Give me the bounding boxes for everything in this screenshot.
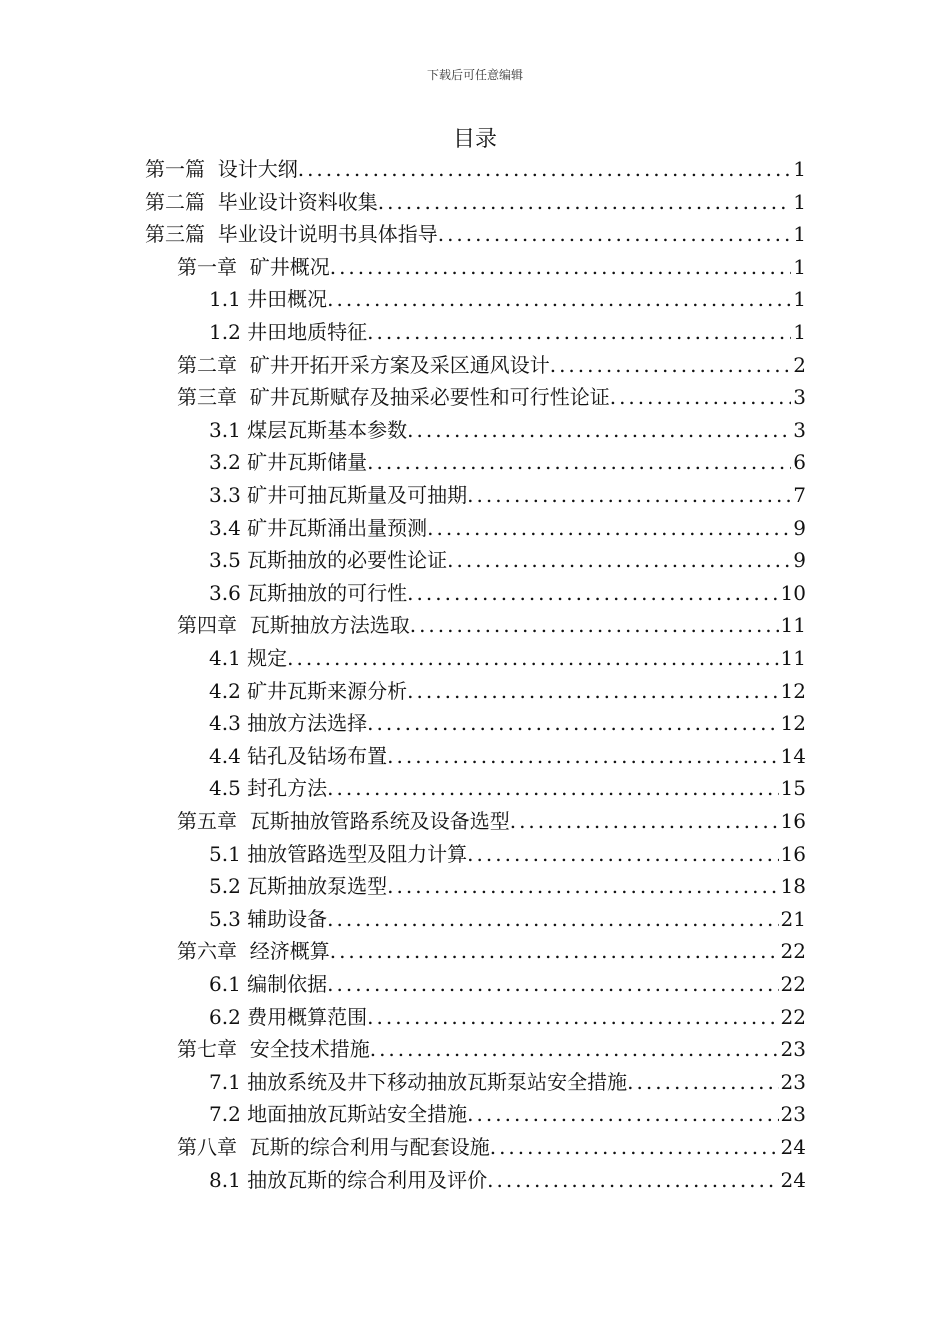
toc-entry-text: 4.3 抽放方法选择 xyxy=(209,711,368,736)
toc-page-number: 24 xyxy=(780,1167,806,1192)
toc-entry-text: 第八章 瓦斯的综合利用与配套设施 xyxy=(177,1135,490,1159)
dot-leader xyxy=(367,318,791,346)
toc-page-number: 10 xyxy=(780,580,806,605)
dot-leader xyxy=(487,1166,778,1194)
dot-leader xyxy=(287,644,778,672)
dot-leader xyxy=(378,188,792,216)
toc-entry[interactable] xyxy=(209,675,806,705)
dot-leader xyxy=(550,351,792,379)
dot-leader xyxy=(438,220,792,248)
toc-title: 目录 xyxy=(452,127,497,152)
toc-entry-text: 4.2 矿井瓦斯来源分析 xyxy=(209,678,408,703)
dot-leader xyxy=(327,774,778,802)
dot-leader xyxy=(627,1068,778,1096)
toc-entry-text: 第一章 矿井概况 xyxy=(177,254,330,279)
toc-entry[interactable] xyxy=(145,186,806,216)
dot-leader xyxy=(367,709,778,737)
toc-entry-text: 第三篇 毕业设计说明书具体指导 xyxy=(145,222,438,247)
toc-page-number: 16 xyxy=(780,841,806,866)
toc-entry[interactable] xyxy=(177,251,806,281)
toc-entry-text: 6.1 编制依据 xyxy=(209,972,328,996)
toc-entry[interactable] xyxy=(209,283,806,313)
dot-leader xyxy=(467,1100,778,1128)
dot-leader xyxy=(407,677,778,705)
toc-page-number: 6 xyxy=(793,450,806,475)
toc-entry[interactable] xyxy=(209,1066,806,1096)
dot-leader xyxy=(447,546,791,574)
dot-leader xyxy=(410,611,779,639)
dot-leader xyxy=(330,937,779,965)
toc-page-number: 22 xyxy=(780,1004,806,1029)
toc-page-number: 1 xyxy=(793,222,806,247)
toc-entry[interactable] xyxy=(209,1001,806,1031)
toc-entry-text: 3.2 矿井瓦斯储量 xyxy=(209,450,368,475)
toc-entry-text: 1.2 井田地质特征 xyxy=(209,320,368,344)
toc-page-number: 23 xyxy=(780,1069,806,1094)
toc-page-number: 1 xyxy=(793,157,806,181)
toc-page-number: 15 xyxy=(780,776,806,801)
toc-page-number: 1 xyxy=(793,320,806,344)
toc-entry[interactable] xyxy=(209,544,806,574)
toc-entry-text: 第四章 瓦斯抽放方法选取 xyxy=(177,613,410,638)
toc-page-number: 1 xyxy=(793,189,806,214)
toc-entry[interactable] xyxy=(177,609,806,639)
toc-entry[interactable] xyxy=(209,577,806,607)
toc-entry[interactable] xyxy=(209,479,806,509)
toc-page-number: 11 xyxy=(780,613,806,638)
toc-page-number: 18 xyxy=(780,874,806,899)
toc-entry-text: 3.4 矿井瓦斯涌出量预测 xyxy=(209,515,428,540)
toc-entry-text: 3.3 矿井可抽瓦斯量及可抽期 xyxy=(209,483,468,507)
toc-entry-text: 5.3 辅助设备 xyxy=(209,906,328,931)
toc-page-number: 23 xyxy=(780,1037,806,1062)
toc-entry[interactable] xyxy=(209,903,806,933)
toc-page-number: 22 xyxy=(780,972,806,996)
toc-entry-text: 8.1 抽放瓦斯的综合利用及评价 xyxy=(209,1167,488,1192)
toc-page-number: 22 xyxy=(780,939,806,964)
toc-page-number: 16 xyxy=(780,809,806,833)
toc-entry[interactable] xyxy=(177,935,806,965)
dot-leader xyxy=(387,742,778,770)
toc-entry[interactable] xyxy=(209,1098,806,1128)
toc-entry[interactable] xyxy=(209,316,806,346)
toc-entry[interactable] xyxy=(209,446,806,476)
toc-entry-text: 第三章 矿井瓦斯赋存及抽采必要性和可行性论证 xyxy=(177,385,610,410)
toc-entry-text: 3.1 煤层瓦斯基本参数 xyxy=(209,417,408,442)
toc-entry[interactable] xyxy=(209,838,806,868)
toc-page-number: 11 xyxy=(780,646,806,670)
toc-page-number: 9 xyxy=(793,548,806,573)
toc-page-number: 1 xyxy=(793,287,806,312)
dot-leader xyxy=(367,448,791,476)
dot-leader xyxy=(330,253,792,281)
dot-leader xyxy=(490,1133,779,1161)
toc-page-number: 24 xyxy=(780,1135,806,1159)
toc-entry-text: 5.1 抽放管路选型及阻力计算 xyxy=(209,841,468,866)
toc-entry[interactable] xyxy=(209,642,806,672)
toc-entry[interactable] xyxy=(209,707,806,737)
toc-page-number: 14 xyxy=(780,743,806,768)
toc-entry-text: 第六章 经济概算 xyxy=(177,939,330,964)
dot-leader xyxy=(298,155,792,183)
dot-leader xyxy=(467,840,778,868)
toc-entry[interactable] xyxy=(209,968,806,998)
toc-entry-text: 3.5 瓦斯抽放的必要性论证 xyxy=(209,548,448,573)
toc-entry[interactable] xyxy=(177,1131,806,1161)
toc-entry-text: 第五章 瓦斯抽放管路系统及设备选型 xyxy=(177,809,510,833)
dot-leader xyxy=(427,514,791,542)
dot-leader xyxy=(510,807,779,835)
toc-entry-text: 4.5 封孔方法 xyxy=(209,776,328,801)
header-note: 下载后可任意编辑 xyxy=(426,68,523,82)
toc-entry-text: 4.1 规定 xyxy=(209,646,288,670)
toc-entry[interactable] xyxy=(209,870,806,900)
toc-entry-text: 1.1 井田概况 xyxy=(209,287,328,312)
dot-leader xyxy=(367,1003,778,1031)
toc-entry[interactable] xyxy=(177,1033,806,1063)
dot-leader xyxy=(467,481,791,509)
toc-page-number: 21 xyxy=(780,906,806,931)
toc-entry-text: 第二章 矿井开拓开采方案及采区通风设计 xyxy=(177,352,550,377)
toc-page-number: 2 xyxy=(793,352,806,377)
dot-leader xyxy=(610,383,792,411)
dot-leader xyxy=(407,579,778,607)
toc-entry[interactable] xyxy=(209,512,806,542)
toc-entry-text: 3.6 瓦斯抽放的可行性 xyxy=(209,580,408,605)
toc-entry[interactable] xyxy=(145,218,806,248)
toc-entry[interactable] xyxy=(177,381,806,411)
toc-page-number: 23 xyxy=(780,1102,806,1127)
toc-entry[interactable] xyxy=(177,349,806,379)
toc-entry-text: 第七章 安全技术措施 xyxy=(177,1037,370,1062)
dot-leader xyxy=(327,970,778,998)
toc-entry-text: 第二篇 毕业设计资料收集 xyxy=(145,189,378,214)
toc-page-number: 7 xyxy=(793,483,806,507)
toc-entry[interactable] xyxy=(209,740,806,770)
toc-entry[interactable] xyxy=(209,1164,806,1194)
toc-page-number: 12 xyxy=(780,678,806,703)
toc-entry-text: 第一篇 设计大纲 xyxy=(145,157,298,181)
toc-entry[interactable] xyxy=(209,414,806,444)
toc-entry-text: 4.4 钻孔及钻场布置 xyxy=(209,743,388,768)
dot-leader xyxy=(407,416,791,444)
toc-entry[interactable] xyxy=(145,153,806,183)
toc-entry[interactable] xyxy=(177,805,806,835)
dot-leader xyxy=(370,1035,779,1063)
toc-page-number: 3 xyxy=(793,385,806,410)
toc-entry-text: 7.1 抽放系统及井下移动抽放瓦斯泵站安全措施 xyxy=(209,1069,628,1094)
dot-leader xyxy=(387,872,778,900)
toc-page-number: 3 xyxy=(793,417,806,442)
toc-entry-text: 5.2 瓦斯抽放泵选型 xyxy=(209,874,388,899)
dot-leader xyxy=(327,905,778,933)
toc-page-number: 1 xyxy=(793,254,806,279)
toc-page-number: 9 xyxy=(793,515,806,540)
toc-entry-text: 6.2 费用概算范围 xyxy=(209,1004,368,1029)
toc-page-number: 12 xyxy=(780,711,806,736)
dot-leader xyxy=(327,285,791,313)
toc-entry[interactable] xyxy=(209,772,806,802)
toc-entry-text: 7.2 地面抽放瓦斯站安全措施 xyxy=(209,1102,468,1127)
